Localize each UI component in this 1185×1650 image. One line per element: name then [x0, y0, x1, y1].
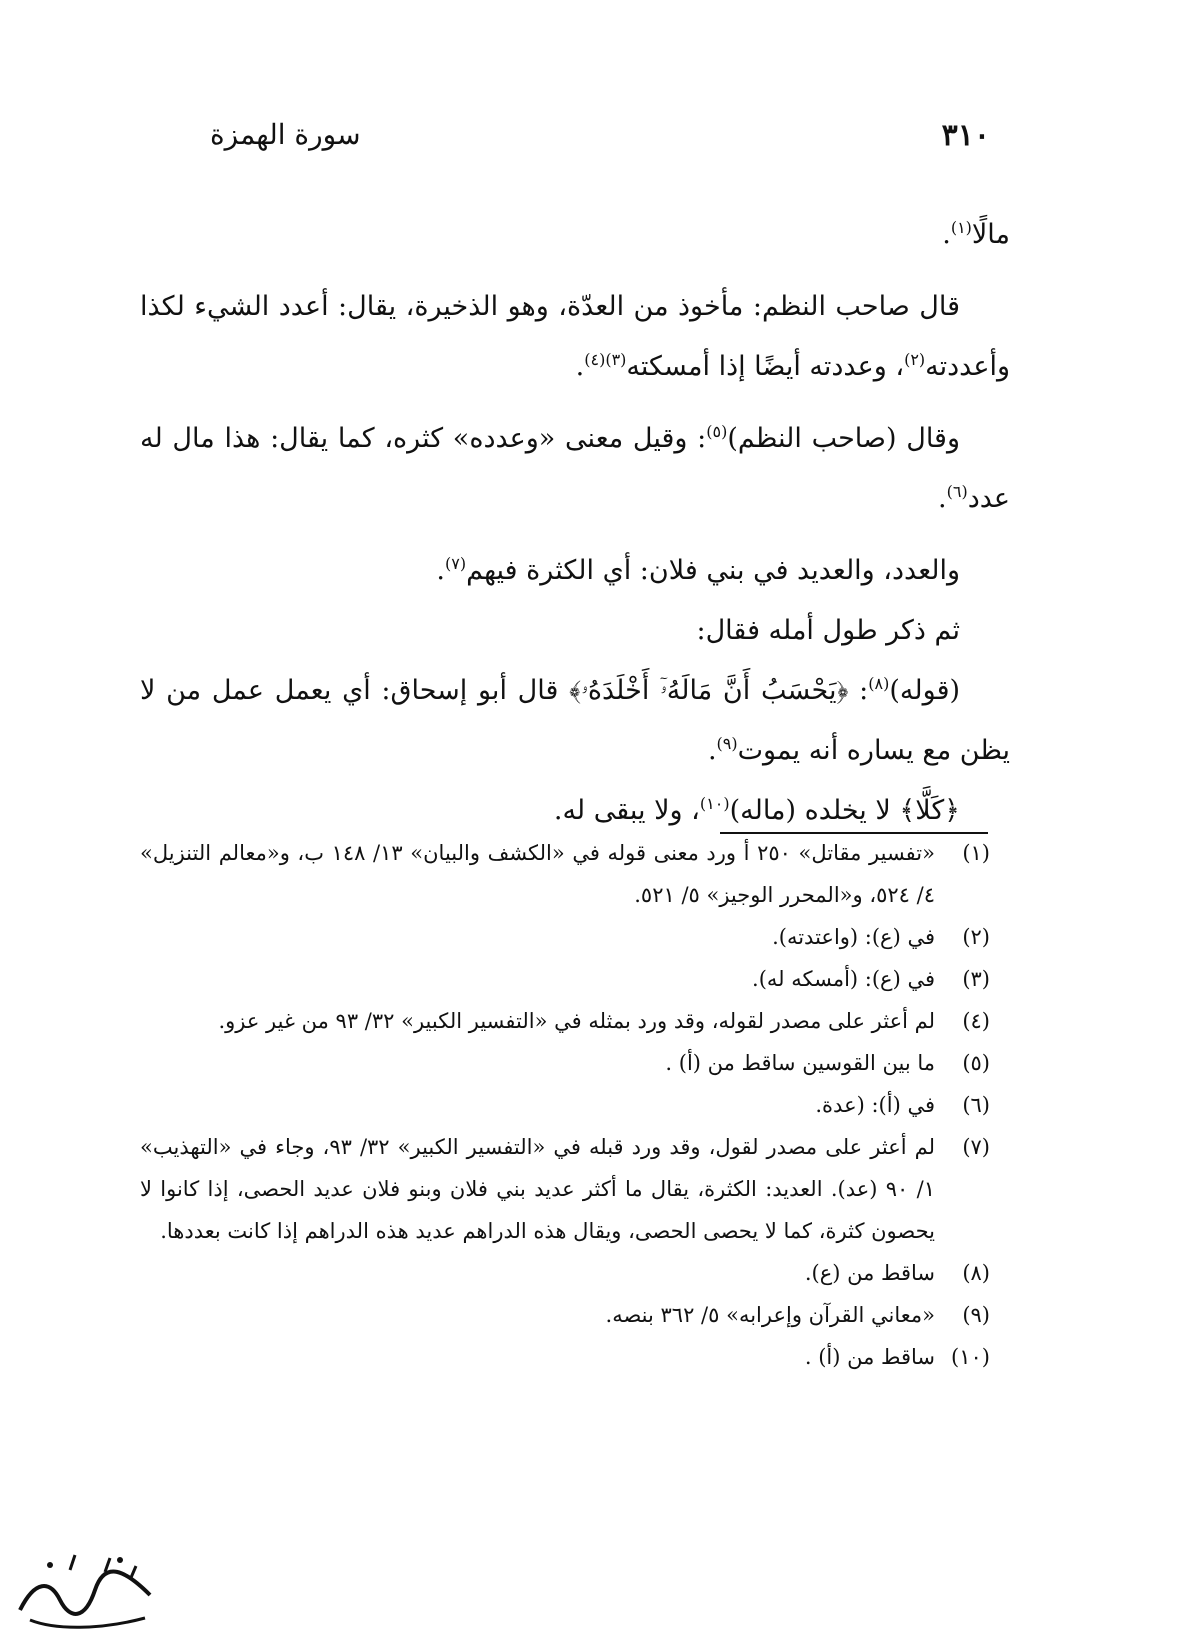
footnote-number: (٨): [962, 1261, 990, 1285]
footnote-ref: (٩): [716, 734, 738, 753]
paragraph-2: [140, 277, 1010, 397]
footnote-number: (٣): [962, 967, 990, 991]
footnote-number: (٦): [962, 1093, 990, 1117]
footnote: [140, 1000, 990, 1042]
footnote-text: في (أ): (عدة.: [815, 1093, 935, 1117]
footnote-number: (٧): [962, 1135, 990, 1159]
paragraph-5: [140, 601, 1010, 661]
period: .: [942, 219, 951, 250]
quran-verse: ﴿كَلَّا﴾: [899, 795, 960, 826]
footnote: [140, 1252, 990, 1294]
footnote-number: (١): [962, 841, 990, 865]
paragraph-text: : وقيل معنى «وعدده» كثره، كما يقال: هذا مال له عدد: [140, 423, 1010, 514]
paragraph-text: قال أبو إسحاق: أي يعمل عمل من لا يظن مع يساره أنه يموت: [140, 675, 1010, 766]
period: .: [575, 351, 585, 382]
page-header: [210, 118, 990, 158]
footnote-text: في (ع): (واعتدته).: [772, 925, 935, 949]
surah-title: سورة الهمزة: [210, 118, 361, 151]
footnote-ref: (٣)(٤): [584, 350, 627, 369]
paragraph-text: وقال (صاحب النظم): [727, 423, 961, 454]
publisher-logo: [10, 1540, 160, 1640]
footnote: [140, 1042, 990, 1084]
footnote-ref: (١): [950, 218, 972, 237]
paragraph-text: والعدد، والعديد في بني فلان: أي الكثرة فيهم: [466, 555, 960, 586]
period: .: [436, 555, 446, 586]
period: .: [938, 483, 947, 514]
footnote-text: لم أعثر على مصدر لقول، وقد ورد قبله في «التفسير الكبير» ٣٢/ ٩٣، وجاء في «التهذيب» ١/ ٩٠ (عد). العديد: الكثرة، يقال ما أكثر عديد بني فلان وبنو فلان عديد الحصى، إذا كانوا لا يحصون كثرة، كما لا يحصى الحصى، ويقال هذه الدراهم عديد هذه الدراهم إذا كانت بعددها.: [140, 1135, 935, 1243]
paragraph-text: ، ولا يبقى له.: [553, 795, 700, 826]
footnote: [140, 1336, 990, 1378]
footnote: [140, 916, 990, 958]
footnote-text: ساقط من (أ) .: [804, 1345, 935, 1369]
footnote-number: (٢): [962, 925, 990, 949]
quran-verse: : ﴿يَحْسَبُ أَنَّ مَالَهُۥٓ أَخْلَدَهُۥ﴾: [569, 675, 869, 706]
paragraph-1: [140, 205, 1010, 265]
footnote: [140, 1294, 990, 1336]
footnote-ref: (١٠): [699, 794, 730, 813]
footnote-ref: (٨): [868, 674, 890, 693]
footnote-text: ما بين القوسين ساقط من (أ) .: [665, 1051, 935, 1075]
page-number: ٣١٠: [941, 118, 990, 153]
period: .: [707, 735, 717, 766]
footnote-text: ساقط من (ع).: [804, 1261, 935, 1285]
paragraph-text: ثم ذكر طول أمله فقال:: [696, 615, 960, 646]
footnote-text: في (ع): (أمسكه له).: [752, 967, 935, 991]
footnote-number: (٤): [962, 1009, 990, 1033]
footnote-ref: (٦): [946, 482, 968, 501]
footnote-number: (٩): [962, 1303, 990, 1327]
footnote: [140, 832, 990, 916]
footnote-ref: (٢): [904, 350, 926, 369]
paragraph-text: (قوله): [889, 675, 961, 706]
paragraph-3: [140, 409, 1010, 529]
footnote-number: (٥): [962, 1051, 990, 1075]
footnote-ref: (٥): [706, 422, 728, 441]
paragraph-text: قال صاحب النظم: مأخوذ من العدّة، وهو الذخيرة، يقال: أعدد الشيء لكذا وأعددته: [140, 291, 1010, 382]
paragraph-text: مالًا: [971, 219, 1010, 250]
paragraph-text: لا يخلده (ماله): [729, 795, 900, 826]
paragraph-text: ، وعددته أيضًا إذا أمسكته: [626, 351, 905, 382]
main-text: [140, 205, 1010, 841]
footnote: [140, 1126, 990, 1252]
footnotes: [140, 832, 990, 1378]
paragraph-4: [140, 541, 1010, 601]
footnote-text: «تفسير مقاتل» ٢٥٠ أ ورد معنى قوله في «الكشف والبيان» ١٣/ ١٤٨ ب، و«معالم التنزيل» ٤/ ٥٢٤، و«المحرر الوجيز» ٥/ ٥٢١.: [140, 841, 935, 907]
footnote: [140, 1084, 990, 1126]
footnote-number: (١٠): [951, 1345, 990, 1369]
paragraph-6: [140, 661, 1010, 781]
footnote-text: «معاني القرآن وإعرابه» ٥/ ٣٦٢ بنصه.: [605, 1303, 935, 1327]
footnote-ref: (٧): [445, 554, 467, 573]
footnote: [140, 958, 990, 1000]
footnote-text: لم أعثر على مصدر لقوله، وقد ورد بمثله في «التفسير الكبير» ٣٢/ ٩٣ من غير عزو.: [218, 1009, 935, 1033]
